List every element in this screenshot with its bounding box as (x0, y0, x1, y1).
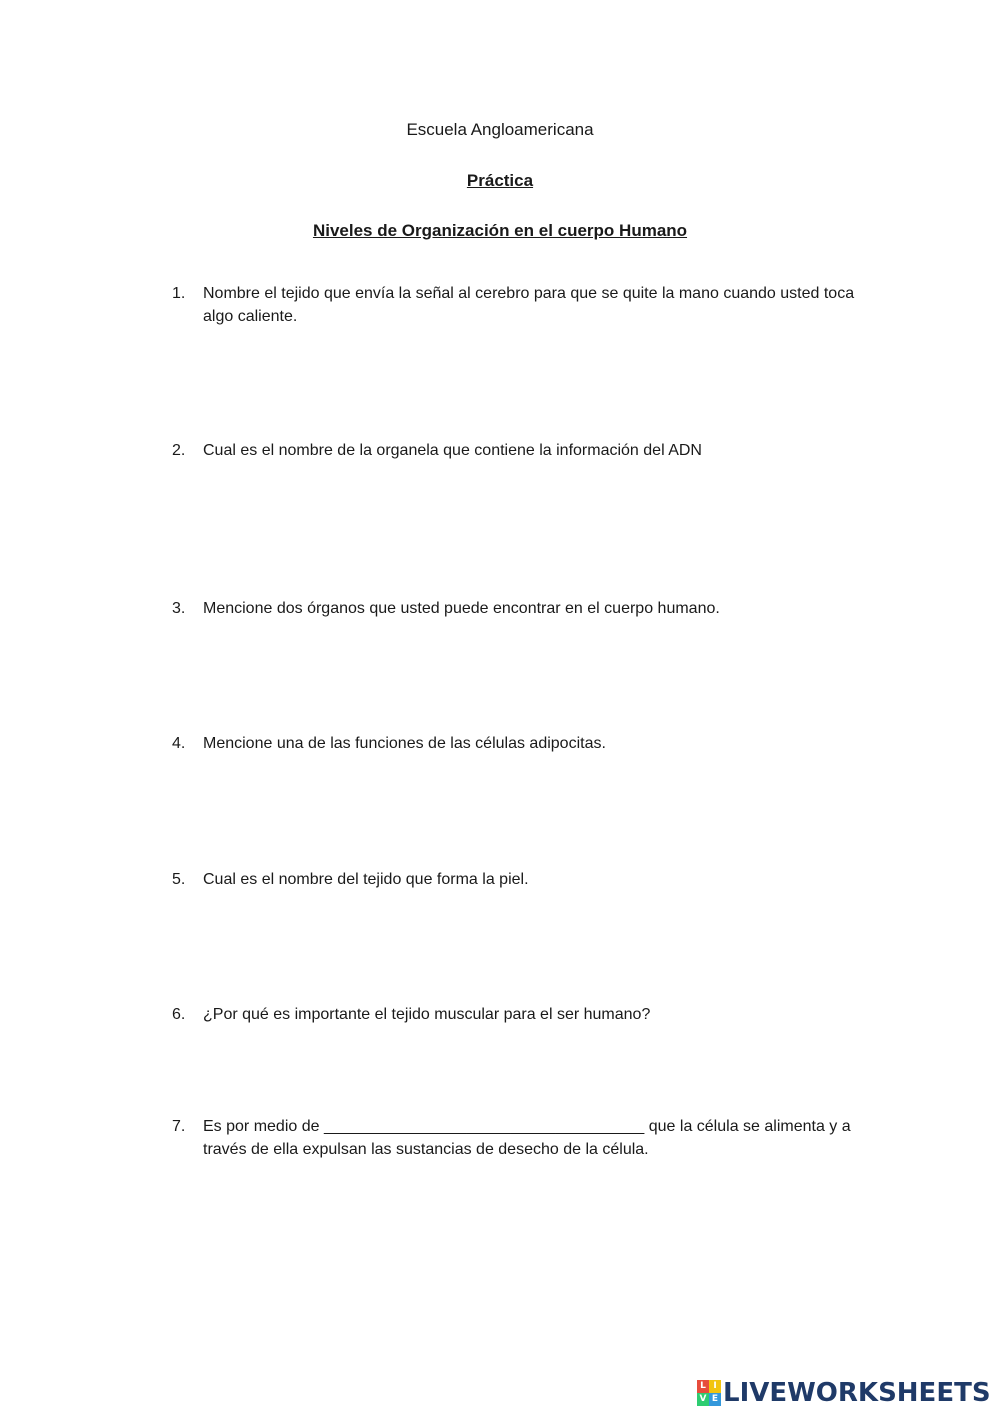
question-number: 5. (172, 871, 186, 888)
question-7 (172, 1115, 872, 1161)
liveworksheets-logo-icon (697, 1380, 721, 1406)
question-text: Nombre el tejido que envía la señal al cerebro para que se quite la mano cuando usted toca algo caliente. (203, 285, 855, 325)
question-number: 3. (172, 600, 186, 617)
question-1 (172, 282, 872, 328)
question-number: 4. (172, 735, 186, 752)
question-text: Cual es el nombre de la organela que contiene la información del ADN (203, 442, 702, 459)
question-text: Mencione dos órganos que usted puede encontrar en el cuerpo humano. (203, 600, 720, 617)
liveworksheets-logo (697, 1378, 991, 1408)
logo-icon-letter: L (697, 1380, 709, 1393)
question-number: 2. (172, 442, 186, 459)
question-text: Es por medio de ____________________________________ que la célula se alimenta y a través de ella expulsan las sustancias de desecho de la célula. (203, 1118, 851, 1158)
logo-icon-letter: I (709, 1380, 721, 1393)
question-text: ¿Por qué es importante el tejido muscular para el ser humano? (203, 1006, 651, 1023)
question-text: Cual es el nombre del tejido que forma la piel. (203, 871, 529, 888)
question-2 (172, 439, 872, 462)
worksheet-title: Práctica (466, 171, 534, 190)
question-number: 7. (172, 1118, 186, 1135)
school-name: Escuela Angloamericana (406, 120, 594, 139)
question-text: Mencione una de las funciones de las células adipocitas. (203, 735, 606, 752)
question-number: 6. (172, 1006, 186, 1023)
logo-text: LIVEWORKSHEETS (723, 1378, 991, 1408)
question-6 (172, 1003, 872, 1026)
question-4 (172, 732, 872, 755)
logo-icon-letter: E (709, 1393, 721, 1406)
question-3 (172, 597, 872, 620)
worksheet-subtitle: Niveles de Organización en el cuerpo Humano (312, 221, 688, 240)
question-number: 1. (172, 285, 186, 302)
question-5 (172, 868, 872, 891)
logo-icon-letter: V (697, 1393, 709, 1406)
